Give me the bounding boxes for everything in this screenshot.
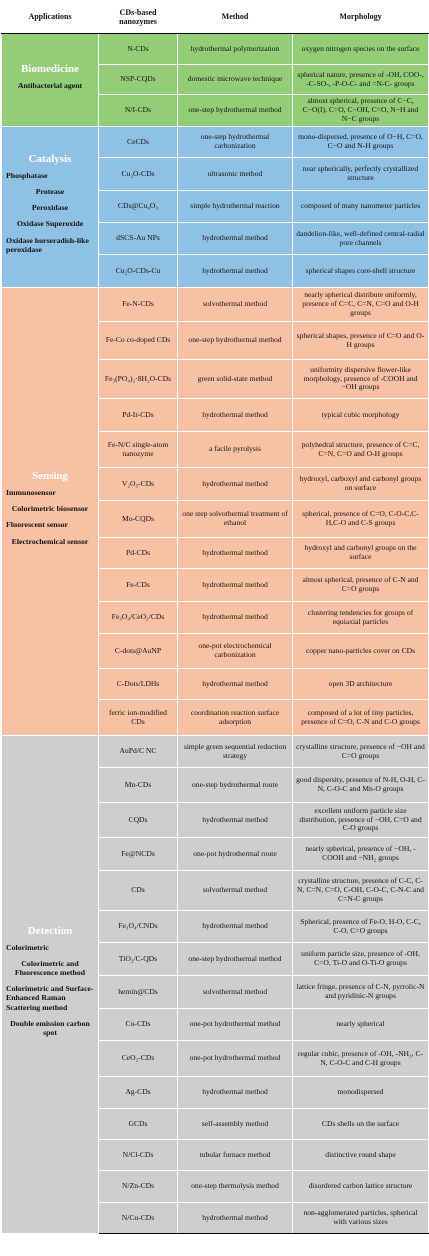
cds-cell: Cu-CDs [99,1009,178,1041]
cds-cell: GCDs [99,1109,178,1140]
application-cell-det [2,736,99,1234]
application-title: Catalysis [28,152,72,165]
morphology-cell: nearly spherical, presence of −OH, -COOH and −NH₂ groups [293,838,429,871]
morphology-cell: polyhedral structure, presence of C=C, C=N, C=O and O-H groups [293,432,429,468]
cds-cell: N/I-CDs [99,95,178,127]
header-cds-nanozymes: CDs-based nanozymes [99,1,178,34]
method-cell: one-pot electrochemical carbonization [178,634,293,669]
application-cell-bio [2,34,99,127]
application-subtype: Colorimetric and Fluorescence method [14,958,86,978]
method-cell: ultrasonic method [178,158,293,191]
nanozyme-applications-table [1,0,429,1234]
method-cell: one-step hydrothermal carbonization [178,127,293,158]
method-cell: hydrothermal method [178,602,293,634]
cds-cell: Fe@NCDs [99,838,178,871]
cds-cell: Fe-CDs [99,569,178,602]
cds-cell: CDs@Cu₄O₃ [99,191,178,223]
method-cell: one-pot hydrothermal method [178,1009,293,1041]
header-row [2,1,429,34]
morphology-cell: composed of many nanometer particles [293,191,429,223]
cds-cell: Cu₂O-CDs-Cu [99,255,178,288]
table-row [2,736,429,768]
application-title: Sensing [31,470,69,483]
cds-cell: Ag-CDs [99,1077,178,1109]
cds-cell: dSCS-Au NPs [99,223,178,255]
application-cell-sen [2,288,99,736]
morphology-cell: near spherically, perfectly crystallized structure [293,158,429,191]
method-cell: simple green sequential reduction strategy [178,736,293,768]
application-subtype: Colorimetric and Surface-Enhanced Raman Scattering method [6,984,94,1012]
morphology-cell: disordered carbon lattice structure [293,1171,429,1203]
morphology-cell: hydroxyl, carboxyl and carbonyl groups on surface [293,468,429,501]
application-subtype: Electrochemical sensor [11,536,89,546]
application-subtype: Phosphatase [6,170,48,180]
morphology-cell: non-agglomerated particles, spherical with various sizes [293,1203,429,1234]
cds-cell: Pd-Ir-CDs [99,399,178,432]
table-row [2,34,429,65]
morphology-cell: crystalline structure, presence of −OH and C=O groups [293,736,429,768]
morphology-cell: nearly spherical [293,1009,429,1041]
morphology-cell: regular cubic, presence of -OH, -NH₂, C-N, C-O-C and C-H groups [293,1041,429,1077]
table-row [2,127,429,158]
cds-cell: Mo-CQDs [99,501,178,538]
cds-cell: AuPd/C NC [99,736,178,768]
application-subtype: Double emission carbon spot [10,1018,90,1038]
cds-cell: TiO₂/C-QDs [99,943,178,976]
morphology-cell: monodispersed [293,1077,429,1109]
morphology-cell: copper nano-particles cover on CDs [293,634,429,669]
header-applications: Applications [2,1,99,34]
cds-cell: N/Zn-CDs [99,1171,178,1203]
method-cell: one-step hydrothermal method [178,95,293,127]
method-cell: green solid-state method [178,360,293,399]
method-cell: hydrothermal method [178,255,293,288]
morphology-cell: oxygen nitrogen species on the surface [293,34,429,65]
method-cell: tubular furnace method [178,1140,293,1171]
cds-cell: C-Dots/LDHs [99,669,178,700]
method-cell: solvothermal method [178,288,293,322]
method-cell: one-step hydrothermal method [178,943,293,976]
morphology-cell: hydroxyl and carbonyl groups on the surface [293,538,429,569]
morphology-cell: lattice fringe, presence of C-N, pyrrolic-N and pyridinic-N groups [293,976,429,1009]
application-cell-cat [2,127,99,288]
method-cell: hydrothermal method [178,1203,293,1234]
cds-cell: ferric ion-modified CDs [99,700,178,736]
application-title: Detection [27,924,73,937]
method-cell: coordination reaction surface adsorption [178,700,293,736]
cds-cell: V₂O₅-CDs [99,468,178,501]
cds-cell: Fe₃O₄/CeO₂/CDs [99,602,178,634]
method-cell: one-step hydrothermal method [178,322,293,360]
cds-cell: Fe-N-CDs [99,288,178,322]
method-cell: solvothermal method [178,871,293,911]
morphology-cell: mono-dispersed, presence of O−H, C=O, C−O and N-H groups [293,127,429,158]
cds-cell: C-dots@AuNP [99,634,178,669]
application-subtype: Colorimetric [6,942,49,952]
cds-cell: Fe₃(PO₄)₂·8H₂O-CDs [99,360,178,399]
morphology-cell: uniformity dispersive flower-like morphology, presence of -COOH and −OH groups [293,360,429,399]
cds-cell: CQDs [99,803,178,838]
application-subtype: Peroxidase [31,203,69,213]
header-morphology: Morphology [293,1,429,34]
application-subtype: Antibacterial agent [17,80,83,90]
table-body [2,34,429,1234]
morphology-cell: almost spherical, presence of C-N and C=O groups [293,569,429,602]
cds-cell: NSP-CQDs [99,65,178,95]
cds-cell: N-CDs [99,34,178,65]
method-cell: hydrothermal method [178,1077,293,1109]
method-cell: simple hydrothermal reaction [178,191,293,223]
application-subtype: Oxidase Superoxide [16,219,84,229]
morphology-cell: spherical nature, presence of -OH, COO-, -C-SO-, -P-O-C- and =N-C- groups [293,65,429,95]
morphology-cell: almost spherical, presence of C−C, C−O(I), C=O, C−OH, C=O, N−H and N−C groups [293,95,429,127]
method-cell: one step solvothermal treatment of ethanol [178,501,293,538]
cds-cell: Fe-N/C single-atom nanozyme [99,432,178,468]
morphology-cell: typical cubic morphology [293,399,429,432]
morphology-cell: CDs shells on the surface [293,1109,429,1140]
cds-cell: N/Cu-CDs [99,1203,178,1234]
cds-cell: Cu₂O-CDs [99,158,178,191]
method-cell: domestic microwave technique [178,65,293,95]
morphology-cell: dandelion-like, well-defined central-radial pore channels [293,223,429,255]
header-method: Method [178,1,293,34]
cds-cell: Fe-Co co-doped CDs [99,322,178,360]
method-cell: one-pot hydrothermal method [178,1041,293,1077]
method-cell: hydrothermal method [178,669,293,700]
morphology-cell: good dispersity, presence of N-H, O-H, C-N, C-O-C and Mn-O groups [293,768,429,803]
cds-cell: CeCDs [99,127,178,158]
cds-cell: Fe₃O₄/CNDs [99,911,178,943]
method-cell: hydrothermal method [178,569,293,602]
application-subtype: Colorimetric biosensor [11,504,89,514]
application-subtype: Protease [35,187,65,197]
cds-cell: hemin@CDs [99,976,178,1009]
cds-cell: Mn-CDs [99,768,178,803]
morphology-cell: nearly spherical distribute uniformly, presence of C=C, C=N, C=O and O-H groups [293,288,429,322]
cds-cell: CeO₂-CDs [99,1041,178,1077]
method-cell: hydrothermal method [178,803,293,838]
method-cell: hydrothermal method [178,399,293,432]
method-cell: hydrothermal method [178,911,293,943]
morphology-cell: composed of a lot of tiny particles, presence of C=O, C-N and C-O groups [293,700,429,736]
morphology-cell: distinctive round shape [293,1140,429,1171]
morphology-cell: clustering tendencies for groups of equiaxial particles [293,602,429,634]
morphology-cell: spherical shapes core-shell structure [293,255,429,288]
application-subtype: Immunosensor [6,488,56,498]
morphology-cell: spherical shapes, presence of C=O and O-H groups [293,322,429,360]
method-cell: one-step thermolysis method [178,1171,293,1203]
method-cell: hydrothermal method [178,538,293,569]
application-subtype: Oxidase horseradish-like peroxidase [6,235,89,254]
cds-cell: N/Cl-CDs [99,1140,178,1171]
table-row [2,288,429,322]
method-cell: self-assembly method [178,1109,293,1140]
method-cell: a facile pyrolysis [178,432,293,468]
method-cell: solvothermal method [178,976,293,1009]
method-cell: hydrothermal polymerization [178,34,293,65]
cds-cell: Pd-CDs [99,538,178,569]
method-cell: hydrothermal method [178,223,293,255]
application-title: Biomedicine [20,62,80,75]
morphology-cell: open 3D architecture [293,669,429,700]
application-subtype: Fluorescent sensor [6,520,69,530]
morphology-cell: uniform particle size, presence of -OH, C=O, Ti-O and O-Ti-O groups [293,943,429,976]
morphology-cell: spherical, presence of C=O, C-O-C,C-H,C-O and C-S groups [293,501,429,538]
method-cell: one-pot hydrothermal route [178,838,293,871]
method-cell: one-step hydrothermal route [178,768,293,803]
morphology-cell: Spherical, presence of Fe-O, H-O, C-C, C-O, C=O groups [293,911,429,943]
cds-cell: CDs [99,871,178,911]
morphology-cell: crystalline structure, presence of C-C, C-N, C=N, C=O, C-OH, C-O-C, C-N-C and C=N-C groups [293,871,429,911]
morphology-cell: excellent uniform particle size distribution, presence of −OH, C=O and C-O groups [293,803,429,838]
method-cell: hydrothermal method [178,468,293,501]
